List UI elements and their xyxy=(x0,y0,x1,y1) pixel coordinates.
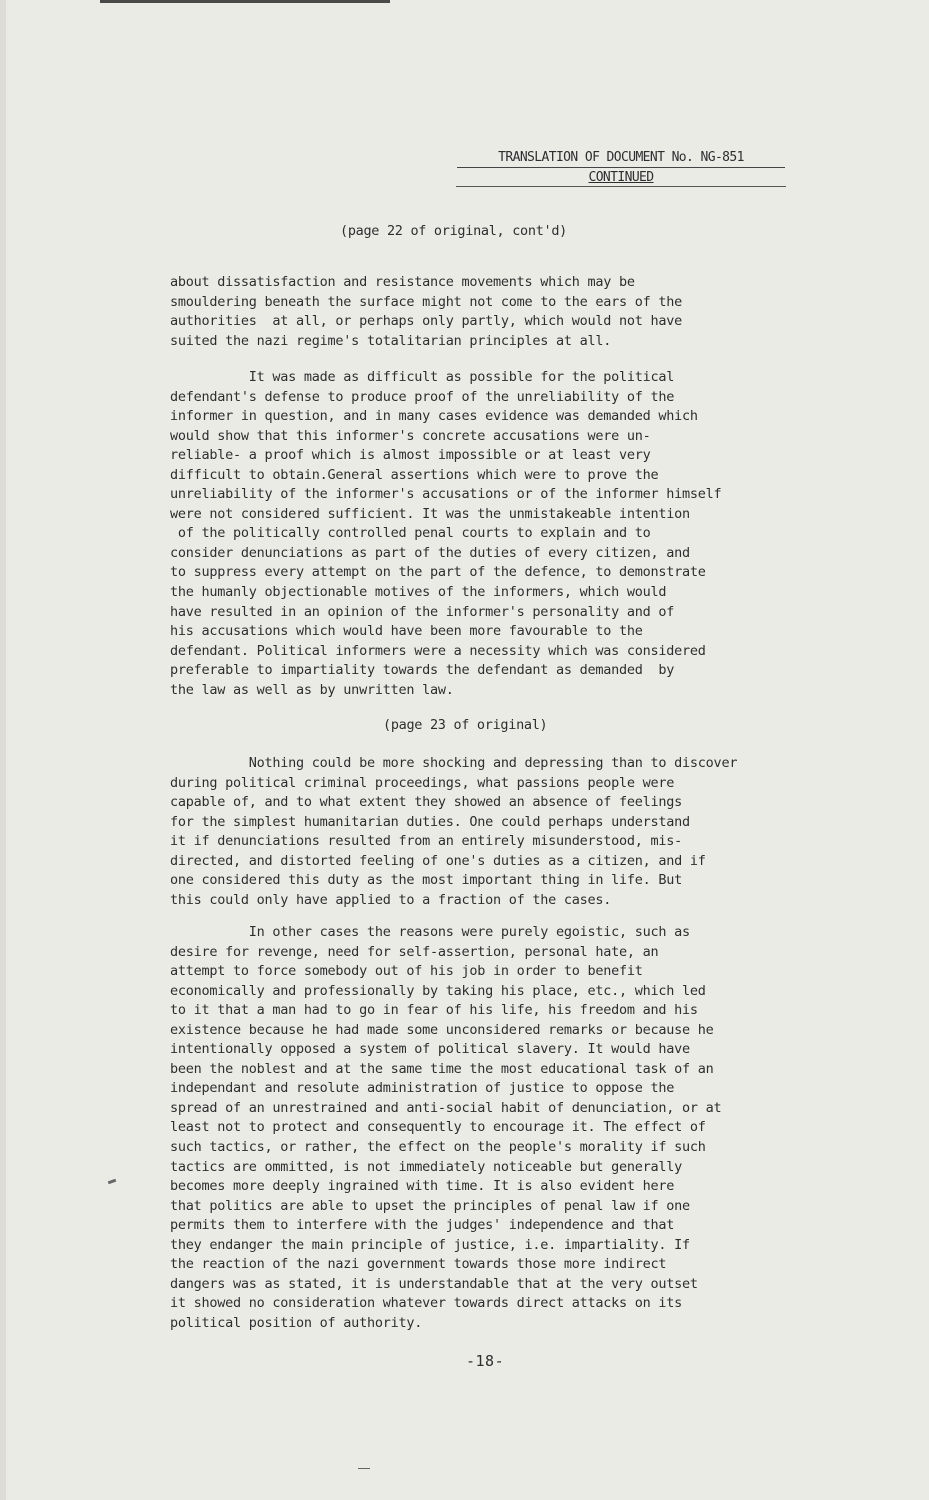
paragraph-1: about dissatisfaction and resistance movements which may be smouldering beneath the surface might not come to the ears of the authorities at all, or perhaps only partly, which would not have suited the nazi regime's totalitarian principles at all. xyxy=(170,274,683,349)
page-reference-22: (page 22 of original, cont'd) xyxy=(340,223,568,239)
document-title: TRANSLATION OF DOCUMENT No. NG-851 xyxy=(457,148,785,168)
paragraph-2: It was made as difficult as possible for the political defendant's defense to produce proof of the unreliability of the informer in question, and in many cases evidence was demanded which would show that this informer's concrete accusations were un- reliable- a proof which is almost impossible or at least very difficult to obtain.General assertions which were to prove the unreliability of the informer's accusations or of the informer himself were not considered sufficient. It was the unmistakeable intention of the politically controlled penal courts to explain and to consider denunciations as part of the duties of every citizen, and to suppress every attempt on the part of the defence, to demonstrate the humanly objectionable motives of the informers, which would have resulted in an opinion of the informer's personality and of his accusations which would have been more favourable to the defendant. Political informers were a necessity which was considered preferable to impartiality towards the defendant as demanded by the law as well as by unwritten law. xyxy=(170,369,722,698)
stray-mark xyxy=(358,1468,370,1469)
margin-mark xyxy=(108,1179,117,1185)
header-rule xyxy=(456,186,786,187)
page-number: -18- xyxy=(466,1352,505,1370)
document-header xyxy=(456,148,786,187)
top-rule xyxy=(100,0,390,3)
page-edge xyxy=(0,0,6,1500)
paragraph-3: Nothing could be more shocking and depressing than to discover during political criminal proceedings, what passions people were capable of, and to what extent they showed an absence of feelings for the simplest humanitarian duties. One could perhaps understand it if denunciations resulted from an entirely misunderstood, mis- directed, and distorted feeling of one's duties as a citizen, and if one considered this duty as the most important thing in life. But this could only have applied to a fraction of the cases. xyxy=(170,755,738,908)
document-subtitle: CONTINUED xyxy=(588,170,654,185)
paragraph-4: In other cases the reasons were purely egoistic, such as desire for revenge, need for self-assertion, personal hate, an attempt to force somebody out of his job in order to benefit economically and professionally by taking his place, etc., which led to it that a man had to go in fear of his life, his freedom and his existence because he had made some unconsidered remarks or because he intentionally opposed a system of political slavery. It would have been the noblest and at the same time the most educational task of an independant and resolute administration of justice to oppose the spread of an unrestrained and anti-social habit of denunciation, or at least not to protect and consequently to encourage it. The effect of such tactics, or rather, the effect on the people's morality if such tactics are ommitted, is not immediately noticeable but generally becomes more deeply ingrained with time. It is also evident here that politics are able to upset the principles of penal law if one permits them to interfere with the judges' independence and that they endanger the main principle of justice, i.e. impartiality. If the reaction of the nazi government towards those more indirect dangers was as stated, it is understandable that at the very outset it showed no consideration whatever towards direct attacks on its political position of authority. xyxy=(170,924,722,1331)
page-reference-23: (page 23 of original) xyxy=(383,717,548,733)
